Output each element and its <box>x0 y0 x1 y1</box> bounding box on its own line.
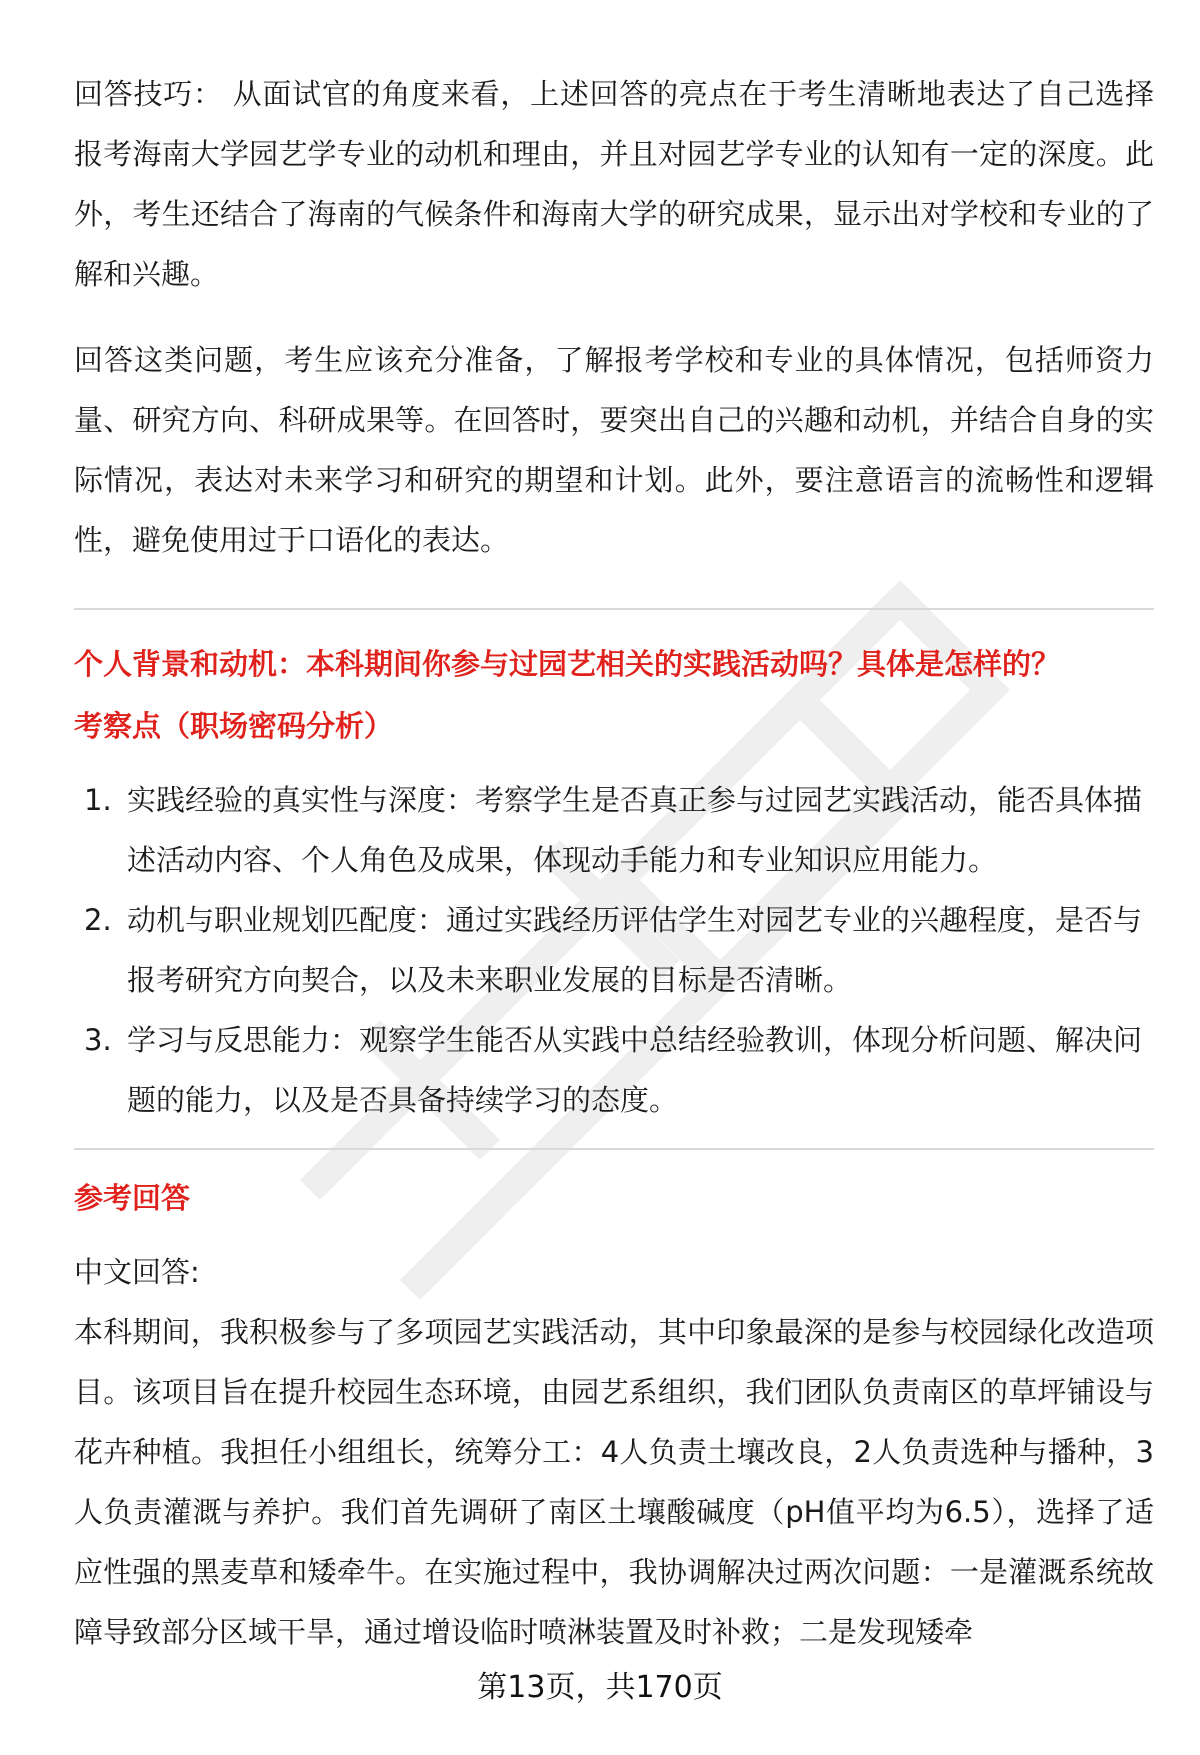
chinese-answer-label: 中文回答: <box>74 1255 200 1289</box>
list-item-number: 3. <box>84 1023 112 1057</box>
list-item-text: 动机与职业规划匹配度：通过实践经历评估学生对园艺专业的兴趣程度，是否与报考研究方向契合，以及未来职业发展的目标是否清晰。 <box>127 903 1143 997</box>
list-item-text: 实践经验的真实性与深度：考察学生是否真正参与过园艺实践活动，能否具体描述活动内容、个人角色及成果，体现动手能力和专业知识应用能力。 <box>127 783 1143 877</box>
answer-body: 本科期间，我积极参与了多项园艺实践活动，其中印象最深的是参与校园绿化改造项目。该项目旨在提升校园生态环境，由园艺系组织，我们团队负责南区的草坪铺设与花卉种植。我担任小组组长，统筹分工：4人负责土壤改良，2人负责选种与播种，3人负责灌溉与养护。我们首先调研了南区土壤酸碱度（pH值平均为6.5），选择了适应性强的黑麦草和矮牵牛。在实施过程中，我协调解决过两次问题：一是灌溉系统故障导致部分区域干旱，通过增设临时喷淋装置及时补救；二是发现矮牵 <box>74 1315 1154 1649</box>
question-title: 个人背景和动机：本科期间你参与过园艺相关的实践活动吗？具体是怎样的？ <box>74 647 1061 681</box>
focus-heading: 考察点（职场密码分析） <box>74 709 394 743</box>
page-content <box>74 64 1154 1662</box>
list-item <box>74 890 1154 1010</box>
answer-tip-paragraph: 回答技巧： 从面试官的角度来看，上述回答的亮点在于考生清晰地表达了自己选择报考海南大学园艺学专业的动机和理由，并且对园艺学专业的认知有一定的深度。此外，考生还结合了海南的气候条件和海南大学的研究成果，显示出对学校和专业的了解和兴趣。 <box>74 77 1154 291</box>
list-item-text: 学习与反思能力：观察学生能否从实践中总结经验教训，体现分析问题、解决问题的能力，以及是否具备持续学习的态度。 <box>127 1023 1143 1117</box>
advice-paragraph: 回答这类问题，考生应该充分准备，了解报考学校和专业的具体情况，包括师资力量、研究方向、科研成果等。在回答时，要突出自己的兴趣和动机，并结合自身的实际情况，表达对未来学习和研究的期望和计划。此外，要注意语言的流畅性和逻辑性，避免使用过于口语化的表达。 <box>74 343 1154 557</box>
list-item-number: 2. <box>84 903 112 937</box>
reference-answer-heading: 参考回答 <box>74 1181 191 1215</box>
focus-points-list <box>74 770 1154 1130</box>
section-divider <box>74 608 1154 610</box>
list-item <box>74 770 1154 890</box>
list-item-number: 1. <box>84 783 112 817</box>
list-item <box>74 1010 1154 1130</box>
page-number-footer: 第13页，共170页 <box>477 1670 723 1705</box>
section-divider <box>74 1148 1154 1150</box>
